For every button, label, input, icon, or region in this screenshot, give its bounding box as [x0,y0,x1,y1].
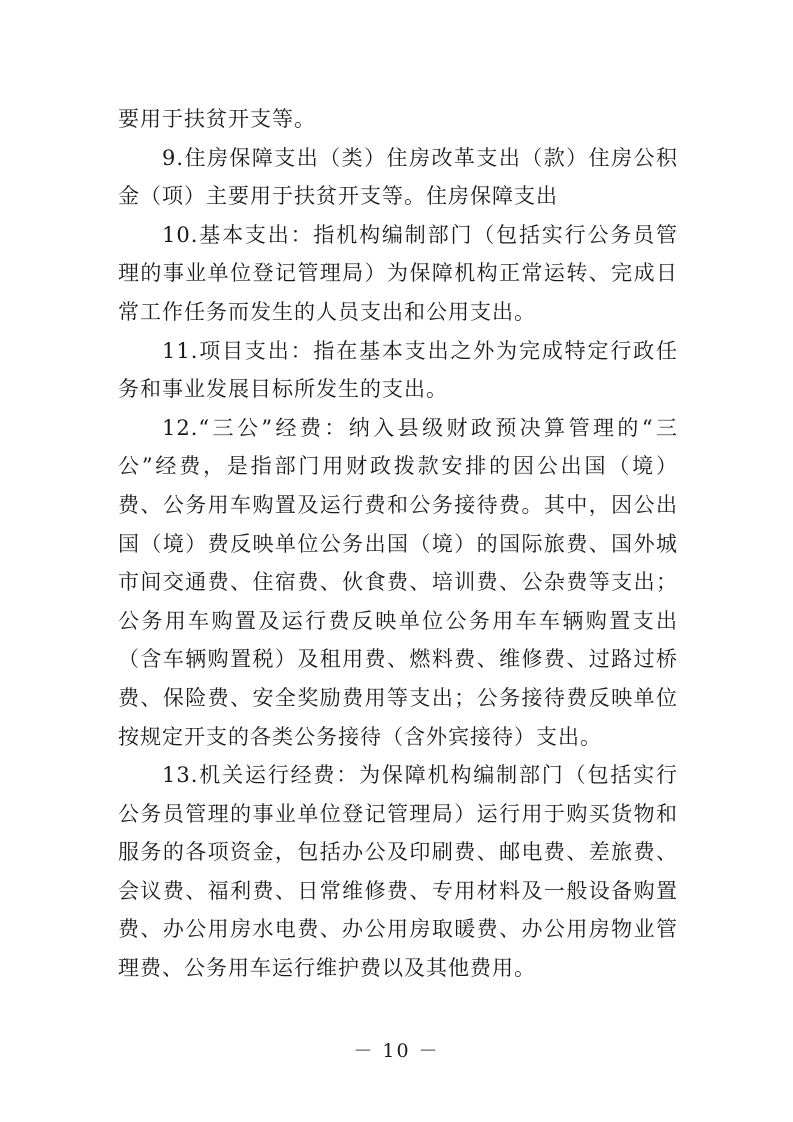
paragraph-item-13: 13.机关运行经费：为保障机构编制部门（包括实行公务员管理的事业单位登记管理局）运行用于购买货物和服务的各项资金，包括办公及印刷费、邮电费、差旅费、会议费、福利费、日常维修费、专用材料及一般设备购置费、办公用房水电费、办公用房取暖费、办公用房物业管理费、公务用车运行维护费以及其他费用。 [118,763,678,981]
paragraph-item-9: 9.住房保障支出（类）住房改革支出（款）住房公积金（项）主要用于扶贫开支等。住房保障支出 [118,145,678,209]
paragraph-item-11: 11.项目支出：指在基本支出之外为完成特定行政任务和事业发展目标所发生的支出。 [118,338,678,402]
paragraph-item-12: 12.“三公”经费：纳入县级财政预决算管理的“三公”经费，是指部门用财政拨款安排的因公出国（境）费、公务用车购置及运行费和公务接待费。其中，因公出国（境）费反映单位公务出国（境）的国际旅费、国外城市间交通费、住宿费、伙食费、培训费、公杂费等支出；公务用车购置及运行费反映单位公务用车车辆购置支出（含车辆购置税）及租用费、燃料费、维修费、过路过桥费、保险费、安全奖励费用等支出；公务接待费反映单位按规定开支的各类公务接待（含外宾接待）支出。 [118,415,678,749]
paragraph-continuation: 要用于扶贫开支等。 [118,107,316,131]
document-body [118,100,678,988]
page-number: － 10 － [353,1040,440,1062]
paragraph-item-10: 10.基本支出：指机构编制部门（包括实行公务员管理的事业单位登记管理局）为保障机构正常运转、完成日常工作任务而发生的人员支出和公用支出。 [118,222,678,324]
